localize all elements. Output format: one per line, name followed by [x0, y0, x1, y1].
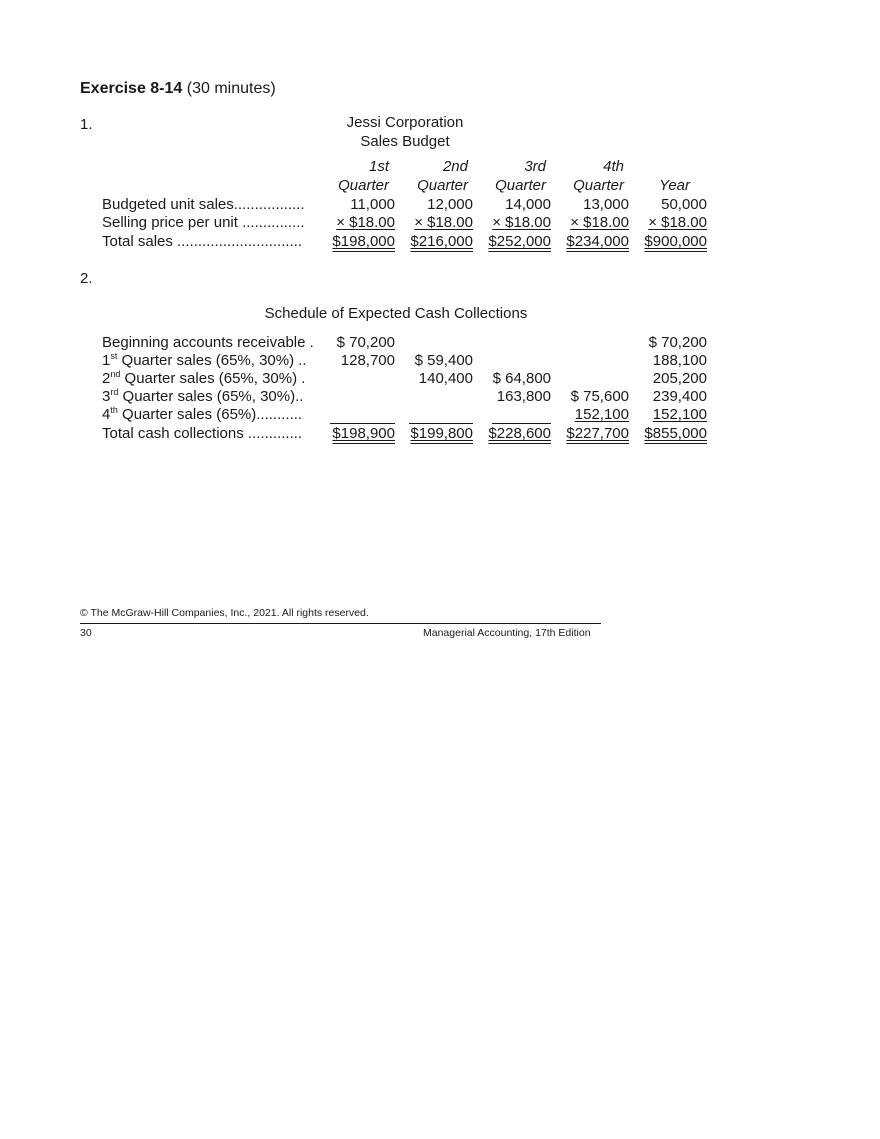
- exercise-title: [80, 80, 276, 98]
- cc-beg-ar-q1: $ 70,200: [336, 334, 395, 351]
- cc-q1-sales-q1: 128,700: [340, 352, 395, 369]
- price-q1: × $18.00: [336, 214, 395, 231]
- cc-q1-sales-year: 188,100: [652, 352, 707, 369]
- cc-q3-sales-q4: $ 75,600: [570, 388, 629, 405]
- cc-total-q1: $198,900: [332, 425, 395, 442]
- page-number: 30: [80, 627, 92, 639]
- col-header-q1-line1: 1st: [368, 158, 389, 175]
- cc-q2-sales-q2: 140,400: [418, 370, 473, 387]
- col-header-year: Year: [659, 177, 690, 194]
- total-sales-q3: $252,000: [488, 233, 551, 250]
- unit-sales-q4: 13,000: [583, 196, 629, 213]
- price-q3: × $18.00: [492, 214, 551, 231]
- footer-rule: [80, 623, 601, 624]
- blank-underline-q1: [330, 423, 395, 424]
- cc-q2-sales-year: 205,200: [652, 370, 707, 387]
- unit-sales-q1: 11,000: [350, 196, 395, 213]
- price-q4: × $18.00: [570, 214, 629, 231]
- cc-total-q3: $228,600: [488, 425, 551, 442]
- sales-budget-title: Sales Budget: [360, 133, 450, 150]
- cc-q4-sales-q4: 152,100: [574, 406, 629, 423]
- col-header-q2-line2: Quarter: [417, 177, 468, 194]
- blank-underline-q2: [409, 423, 473, 424]
- copyright: © The McGraw-Hill Companies, Inc., 2021. All rights reserved.: [80, 607, 369, 619]
- col-header-q4-line2: Quarter: [573, 177, 624, 194]
- cc-row-label: 3rd Quarter sales (65%, 30%)..: [102, 387, 304, 405]
- cc-total-q2: $199,800: [410, 425, 473, 442]
- price-year: × $18.00: [648, 214, 707, 231]
- cc-row-label: Beginning accounts receivable .: [102, 334, 314, 351]
- total-sales-q1: $198,000: [332, 233, 395, 250]
- row-label-total-sales: Total sales ..............................: [102, 233, 303, 250]
- exercise-label: Exercise 8-14: [80, 80, 183, 97]
- row-label-price: Selling price per unit ...............: [102, 214, 305, 231]
- cc-q3-sales-year: 239,400: [652, 388, 707, 405]
- cc-row-label: Total cash collections .............: [102, 425, 303, 442]
- col-header-q4-line1: 4th: [603, 158, 624, 175]
- cash-collections-title: Schedule of Expected Cash Collections: [264, 305, 528, 322]
- unit-sales-q3: 14,000: [505, 196, 551, 213]
- exercise-duration: (30 minutes): [186, 80, 276, 97]
- part2-number: 2.: [80, 270, 93, 287]
- cc-q4-sales-year: 152,100: [652, 406, 707, 423]
- unit-sales-q2: 12,000: [427, 196, 473, 213]
- total-sales-year: $900,000: [644, 233, 707, 250]
- col-header-q1-line2: Quarter: [338, 177, 389, 194]
- cc-q3-sales-q3: 163,800: [496, 388, 551, 405]
- total-sales-q2: $216,000: [410, 233, 473, 250]
- cc-total-q4: $227,700: [566, 425, 629, 442]
- cc-row-label: 2nd Quarter sales (65%, 30%) .: [102, 369, 306, 387]
- book-title: Managerial Accounting, 17th Edition: [423, 627, 591, 639]
- company-name: Jessi Corporation: [346, 114, 464, 131]
- cc-q1-sales-q2: $ 59,400: [414, 352, 473, 369]
- blank-underline-q3: [492, 423, 551, 424]
- col-header-q3-line2: Quarter: [495, 177, 546, 194]
- cc-q2-sales-q3: $ 64,800: [492, 370, 551, 387]
- unit-sales-year: 50,000: [661, 196, 707, 213]
- col-header-q3-line1: 3rd: [524, 158, 546, 175]
- cc-row-label: 4th Quarter sales (65%)...........: [102, 405, 303, 423]
- price-q2: × $18.00: [414, 214, 473, 231]
- cc-total-year: $855,000: [644, 425, 707, 442]
- row-label-unit-sales: Budgeted unit sales.................: [102, 196, 305, 213]
- part1-number: 1.: [80, 116, 93, 133]
- cc-beg-ar-year: $ 70,200: [648, 334, 707, 351]
- total-sales-q4: $234,000: [566, 233, 629, 250]
- cc-row-label: 1st Quarter sales (65%, 30%) ..: [102, 351, 307, 369]
- col-header-q2-line1: 2nd: [442, 158, 468, 175]
